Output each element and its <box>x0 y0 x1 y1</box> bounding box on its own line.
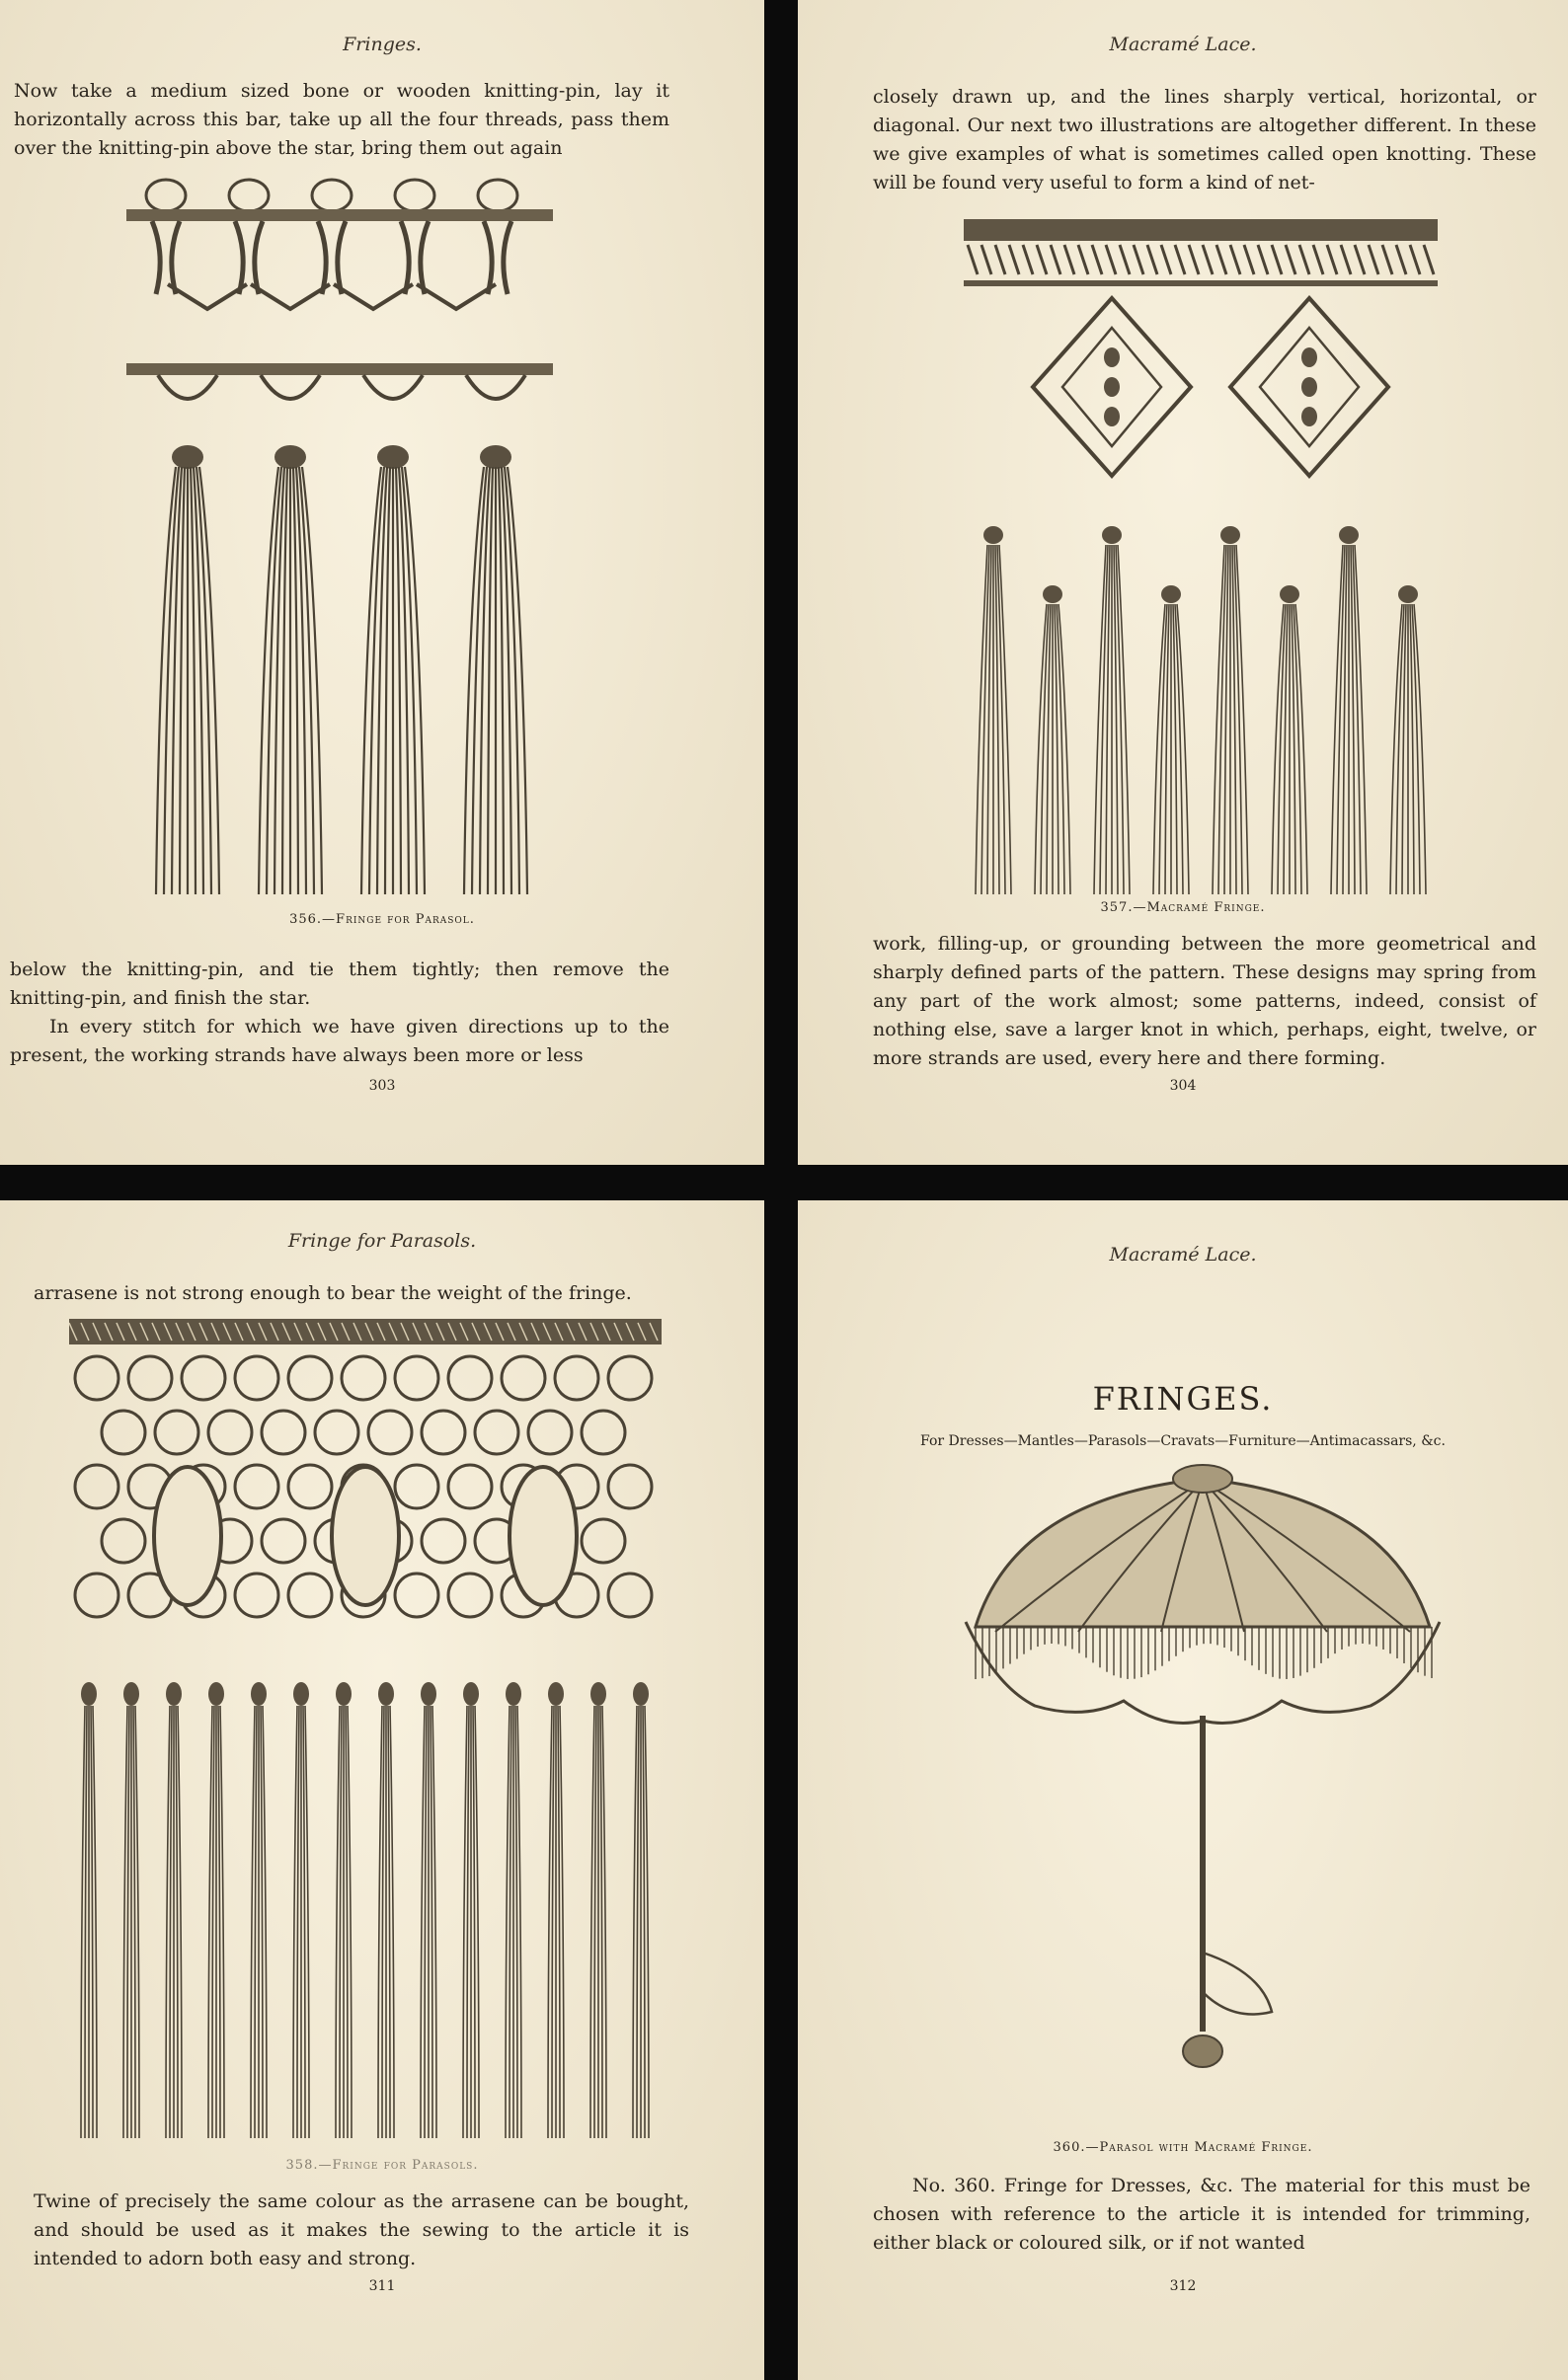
center-knot <box>1301 407 1317 426</box>
twist-band <box>1313 245 1323 274</box>
twist-band <box>1009 245 1019 274</box>
top-loop <box>146 180 186 211</box>
tassel-strand <box>282 467 287 894</box>
running-header: Fringes. <box>343 34 422 55</box>
net-loop <box>182 1356 225 1400</box>
knot <box>208 1682 224 1706</box>
tassel-strand <box>467 1706 469 2138</box>
canopy <box>976 1479 1430 1627</box>
tassel-strand <box>431 1706 432 2138</box>
center-knot <box>1301 377 1317 397</box>
twist-band <box>1327 245 1337 274</box>
net-loop <box>262 1519 305 1563</box>
net-loop <box>235 1465 278 1508</box>
twist-band <box>995 245 1005 274</box>
section-title: FRINGES. <box>1092 1380 1274 1418</box>
twist-band <box>1037 245 1047 274</box>
net-loop <box>422 1519 465 1563</box>
net-loop <box>368 1411 412 1454</box>
center-knot <box>1104 377 1120 397</box>
center-knot <box>1104 407 1120 426</box>
knot <box>251 1682 267 1706</box>
net-loop <box>582 1519 625 1563</box>
tassel-strand <box>488 467 493 894</box>
braid <box>484 221 492 294</box>
net-loop <box>475 1411 518 1454</box>
tassel-strand <box>396 467 401 894</box>
tassel-strand <box>510 1706 511 2138</box>
twist-band <box>1175 245 1185 274</box>
tassel-strand <box>261 1706 263 2138</box>
twist-band <box>1230 245 1240 274</box>
braid <box>172 221 180 294</box>
twist-band <box>1286 245 1295 274</box>
tassel-knot <box>480 445 511 469</box>
center-knot <box>1301 347 1317 367</box>
figure-caption: 356.—Fringe for Parasol. <box>289 912 475 927</box>
knot-cross <box>158 375 217 399</box>
net-loop <box>395 1465 438 1508</box>
top-loop <box>229 180 269 211</box>
text-top <box>873 83 1536 197</box>
twist-band <box>968 245 978 274</box>
fringe-edge <box>966 1622 1440 1724</box>
top-loop <box>478 180 517 211</box>
net-loop <box>448 1574 492 1617</box>
net-loop <box>608 1356 652 1400</box>
net-loop <box>288 1574 332 1617</box>
twist-band <box>1355 245 1365 274</box>
text-top <box>34 1279 689 1308</box>
net-loop <box>608 1465 652 1508</box>
tassel-strand <box>594 1706 596 2138</box>
oval-opening <box>510 1467 577 1605</box>
twist-band <box>1092 245 1102 274</box>
tassel-strand <box>552 1706 554 2138</box>
page-number: 304 <box>1169 1078 1197 1094</box>
diamond-link <box>251 284 330 309</box>
diamond-link <box>417 284 496 309</box>
net-loop <box>608 1574 652 1617</box>
twist-band <box>1341 245 1351 274</box>
page-311 <box>0 1200 764 2380</box>
tassel-strand <box>340 1706 342 2138</box>
net-loop <box>528 1411 572 1454</box>
twist-band <box>1203 245 1213 274</box>
net-loop <box>102 1519 145 1563</box>
center-knot <box>1104 347 1120 367</box>
knot-cross <box>466 375 525 399</box>
knot <box>548 1682 564 1706</box>
net-loop <box>582 1411 625 1454</box>
knot <box>421 1682 436 1706</box>
braid <box>338 221 346 294</box>
horizontal-bar <box>126 209 553 221</box>
knot <box>378 1682 394 1706</box>
knot-cross <box>261 375 320 399</box>
tassel-strand <box>643 1706 645 2138</box>
tassel-strand <box>293 467 298 894</box>
running-header: Fringe for Parasols. <box>287 1230 477 1252</box>
knot <box>1220 526 1240 544</box>
text-bottom <box>10 956 669 1070</box>
net-loop <box>235 1356 278 1400</box>
twist-band <box>1369 245 1378 274</box>
knot-cross <box>363 375 423 399</box>
net-loop <box>128 1356 172 1400</box>
top-loop <box>395 180 434 211</box>
tassel-strand <box>303 1706 305 2138</box>
knot <box>1161 585 1181 603</box>
knot <box>506 1682 521 1706</box>
knot <box>463 1682 479 1706</box>
text-bottom <box>873 930 1536 1073</box>
knot <box>1398 585 1418 603</box>
twist-band <box>1134 245 1143 274</box>
fringe-illustration-356 <box>126 176 553 894</box>
parasol-illustration <box>936 1459 1469 2091</box>
net-loop <box>75 1574 118 1617</box>
text-top <box>14 77 669 163</box>
tassel-strand <box>425 1706 427 2138</box>
net-loop <box>102 1411 145 1454</box>
twist-band <box>1424 245 1434 274</box>
twist-band <box>1258 245 1268 274</box>
tassel-knot <box>377 445 409 469</box>
braid <box>235 221 243 294</box>
tassel-strand <box>499 467 504 894</box>
tassel-strand <box>515 1706 517 2138</box>
twist-band <box>1216 245 1226 274</box>
net-loop <box>288 1465 332 1508</box>
net-loop <box>395 1356 438 1400</box>
braid <box>318 221 326 294</box>
twist-band <box>1147 245 1157 274</box>
tassel-strand <box>600 1706 602 2138</box>
figure-caption: 357.—Macramé Fringe. <box>1100 900 1266 915</box>
twist-band <box>1189 245 1199 274</box>
tassel-strand <box>127 1706 129 2138</box>
tassel-strand <box>170 1706 172 2138</box>
page-303 <box>0 0 764 1165</box>
paragraph: Twine of precisely the same colour as the arrasene can be bought, and should be used as it makes the sewing to the article it is intended to adorn both easy and strong. <box>34 2190 689 2269</box>
top-loop <box>312 180 352 211</box>
page-312 <box>798 1200 1568 2380</box>
canopy-top <box>1173 1465 1232 1493</box>
paragraph: Now take a medium sized bone or wooden knitting-pin, lay it horizontally across this bar, take up all the four threads, pass them over the knitting-pin above the star, bring them out again <box>14 80 669 159</box>
paragraph: closely drawn up, and the lines sharply vertical, horizontal, or diagonal. Our next two illustrations are altogether different. In these we give examples of what is sometimes called open knotting. These will be found very useful to form a kind of net- <box>873 86 1536 193</box>
braid <box>255 221 263 294</box>
knot <box>123 1682 139 1706</box>
twist-band <box>1106 245 1116 274</box>
running-header: Macramé Lace. <box>1109 1244 1257 1266</box>
net-loop <box>555 1356 598 1400</box>
twist-band <box>1051 245 1060 274</box>
top-band <box>964 219 1438 241</box>
net-loop <box>502 1356 545 1400</box>
horizontal-bar <box>964 280 1438 286</box>
text-bottom <box>34 2188 689 2273</box>
net-loop <box>235 1574 278 1617</box>
fringe-illustration-357 <box>964 219 1438 894</box>
diamond-link <box>334 284 413 309</box>
tassel-strand <box>212 1706 214 2138</box>
running-header: Macramé Lace. <box>1109 34 1257 55</box>
oval-opening <box>332 1467 399 1605</box>
knot <box>1102 526 1122 544</box>
net-loop <box>288 1356 332 1400</box>
twist-band <box>1120 245 1130 274</box>
twist-band <box>1023 245 1033 274</box>
net-loop <box>155 1411 198 1454</box>
knot <box>336 1682 352 1706</box>
knot <box>983 526 1003 544</box>
net-loop <box>395 1574 438 1617</box>
knot <box>633 1682 649 1706</box>
paragraph: No. 360. Fringe for Dresses, &c. The material for this must be chosen with reference to the article it is intended for trimming, either black or coloured silk, or if not wanted <box>873 2175 1530 2254</box>
tassel-strand <box>180 467 185 894</box>
knot <box>1280 585 1299 603</box>
knot <box>81 1682 97 1706</box>
net-loop <box>422 1411 465 1454</box>
tassel-strand <box>473 1706 475 2138</box>
twist-band <box>1410 245 1420 274</box>
knot <box>1043 585 1062 603</box>
tassel-strand <box>385 467 390 894</box>
twist-band <box>1382 245 1392 274</box>
oval-opening <box>154 1467 221 1605</box>
net-loop <box>75 1465 118 1508</box>
tassel-strand <box>91 1706 93 2138</box>
braid <box>401 221 409 294</box>
net-loop <box>315 1411 358 1454</box>
twist-band <box>1396 245 1406 274</box>
tassel-strand <box>218 1706 220 2138</box>
figure-caption: 360.—Parasol with Macramé Fringe. <box>1053 2140 1313 2155</box>
twist-band <box>1299 245 1309 274</box>
twist-band <box>1161 245 1171 274</box>
page-304 <box>798 0 1568 1165</box>
net-loop <box>75 1356 118 1400</box>
horizontal-bar <box>126 363 553 375</box>
net-loop <box>448 1465 492 1508</box>
braid <box>504 221 511 294</box>
tassel-cord <box>1203 1953 1272 2015</box>
tassel-strand <box>133 1706 135 2138</box>
twist-band <box>981 245 991 274</box>
net-loop <box>262 1411 305 1454</box>
tassel-strand <box>637 1706 639 2138</box>
tassel-strand <box>297 1706 299 2138</box>
paragraph: below the knitting-pin, and tie them tightly; then remove the knitting-pin, and finish the star. <box>10 959 669 1009</box>
diamond-link <box>168 284 247 309</box>
figure-caption: 358.—Fringe for Parasols. <box>285 2158 479 2173</box>
tassel-strand <box>558 1706 560 2138</box>
text-bottom <box>873 2172 1530 2258</box>
twist-band <box>1064 245 1074 274</box>
twist-band <box>1272 245 1282 274</box>
tassel-strand <box>255 1706 257 2138</box>
top-band <box>69 1319 662 1344</box>
knot <box>166 1682 182 1706</box>
tassel-strand <box>176 1706 178 2138</box>
knot <box>1339 526 1359 544</box>
net-loop <box>208 1411 252 1454</box>
page-number: 311 <box>368 2278 396 2294</box>
tassel-strand <box>388 1706 390 2138</box>
section-subtitle: For Dresses—Mantles—Parasols—Cravats—Furniture—Antimacassars, &c. <box>920 1433 1446 1449</box>
net-loop <box>342 1356 385 1400</box>
paragraph: work, filling-up, or grounding between the more geometrical and sharply defined parts of the pattern. These designs may spring from any part of the work almost; some patterns, indeed, consist of nothing else, save a larger knot in which, perhaps, eight, twelve, or more strands are used, every here and there forming. <box>873 933 1536 1069</box>
tassel-strand <box>346 1706 348 2138</box>
braid <box>152 221 160 294</box>
tassel-strand <box>382 1706 384 2138</box>
page-number: 312 <box>1169 2278 1197 2294</box>
paragraph: In every stitch for which we have given directions up to the present, the working strands have always been more or less <box>10 1016 669 1066</box>
tassel-knot <box>172 445 203 469</box>
twist-band <box>1244 245 1254 274</box>
page-number: 303 <box>368 1078 396 1094</box>
knot <box>293 1682 309 1706</box>
tassel-strand <box>85 1706 87 2138</box>
braid <box>421 221 429 294</box>
tassel-knot <box>274 445 306 469</box>
knot <box>590 1682 606 1706</box>
tassel-strand <box>191 467 196 894</box>
handle-knob <box>1183 2035 1222 2067</box>
twist-band <box>1078 245 1088 274</box>
paragraph: arrasene is not strong enough to bear the weight of the fringe. <box>34 1282 632 1304</box>
net-loop <box>448 1356 492 1400</box>
